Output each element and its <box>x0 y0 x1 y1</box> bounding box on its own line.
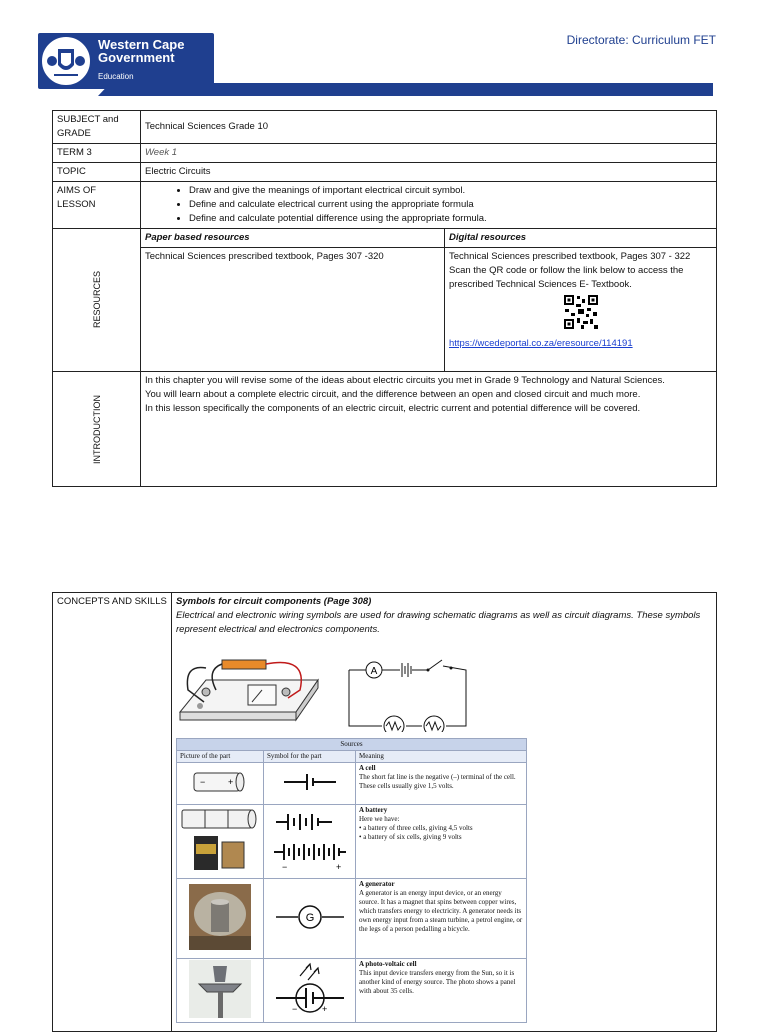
term-label: TERM 3 <box>53 144 141 163</box>
col-symbol-header: Symbol for the part <box>264 751 356 763</box>
generator-text: A generator is an energy input device, or an energy source. It has a magnet that spins between copper wires, which transfers energy to electricity. A generator needs its own energy input from a steam turbine, a petrol engine, or the legs of a person pedalling a bicycle. <box>359 889 523 933</box>
pv-picture <box>177 959 264 1023</box>
battery-image <box>180 806 260 874</box>
aim-item: • Define and calculate potential difference using the appropriate formula. <box>189 212 712 226</box>
generator-meaning <box>356 879 527 959</box>
svg-text:−: − <box>281 862 287 872</box>
circuit-apparatus-image <box>176 650 322 728</box>
pv-symbol-icon <box>264 959 356 1023</box>
coat-of-arms-icon <box>40 35 92 87</box>
pv-panel-image <box>189 960 251 1018</box>
pv-meaning <box>356 959 527 1023</box>
topic-value: Electric Circuits <box>141 163 717 182</box>
sources-symbol-table <box>176 738 527 1023</box>
battery-title: A battery <box>359 806 388 814</box>
digital-text-1: Technical Sciences prescribed textbook, Pages 307 - 322 <box>449 251 691 262</box>
battery-bullet: • a battery of six cells, giving 9 volts <box>359 833 462 841</box>
cell-symbol-icon <box>264 763 356 805</box>
resources-label: RESOURCES <box>91 271 102 329</box>
col-picture-header: Picture of the part <box>177 751 264 763</box>
battery-picture <box>177 805 264 879</box>
battery-bullet: • a battery of three cells, giving 4,5 volts <box>359 824 473 832</box>
directorate-label: Directorate: Curriculum FET <box>566 33 716 47</box>
header-bar <box>98 83 713 96</box>
paper-resources: Technical Sciences prescribed textbook, Pages 307 -320 <box>141 248 445 372</box>
cell-picture <box>177 763 264 805</box>
subject-label: SUBJECT and GRADE <box>53 111 141 144</box>
battery-text: Here we have: <box>359 815 400 823</box>
digital-heading: Digital resources <box>445 229 717 248</box>
svg-text:+: + <box>228 777 234 787</box>
svg-text:+: + <box>321 1004 327 1014</box>
introduction-text <box>141 372 717 487</box>
intro-paragraph: In this chapter you will revise some of the ideas about electric circuits you met in Grade 9 Technology and Natural Sciences. <box>145 375 665 386</box>
circuit-diagram <box>346 656 470 732</box>
battery-symbol-icon <box>264 805 356 879</box>
ammeter-symbol-label: A <box>370 666 378 677</box>
paper-heading: Paper based resources <box>141 229 445 248</box>
logo-line-2: Government <box>98 50 175 65</box>
qr-code-icon[interactable] <box>449 294 712 335</box>
cell-meaning <box>356 763 527 805</box>
pv-title: A photo-voltaic cell <box>359 960 417 968</box>
aim-item: • Draw and give the meanings of important electrical circuit symbol. <box>189 184 712 198</box>
sources-title: Sources <box>177 739 527 751</box>
svg-text:−: − <box>291 1004 297 1014</box>
logo-line-3: Education <box>98 72 134 81</box>
lesson-table <box>52 110 717 487</box>
generator-symbol-letter: G <box>305 912 314 924</box>
digital-text-2: Scan the QR code or follow the link below to access the prescribed Technical Sciences E- Textbook. <box>449 265 684 290</box>
aim-item: • Define and calculate electrical current using the appropriate formula <box>189 198 712 212</box>
cell-title: A cell <box>359 764 376 772</box>
concepts-label: CONCEPTS AND SKILLS <box>53 593 172 1032</box>
subject-value: Technical Sciences Grade 10 <box>141 111 717 144</box>
concepts-heading: Symbols for circuit components (Page 308) <box>176 596 372 607</box>
intro-paragraph: You will learn about a complete electric circuit, and the difference between an open and closed circuit and much more. <box>145 389 641 400</box>
resources-cell <box>53 229 141 372</box>
aims-label: AIMS OF LESSON <box>53 182 141 229</box>
cell-text: The short fat line is the negative (–) terminal of the cell. These cells usually give 1,5 volts. <box>359 773 516 790</box>
introduction-label: INTRODUCTION <box>91 394 102 464</box>
generator-symbol-icon <box>264 879 356 959</box>
cell-image <box>190 767 250 797</box>
generator-picture <box>177 879 264 959</box>
topic-label: TOPIC <box>53 163 141 182</box>
eresource-link[interactable]: https://wcedeportal.co.za/eresource/114191 <box>449 338 633 349</box>
pv-text: This input device transfers energy from the Sun, so it is another kind of energy source. The photo shows a panel with about 35 cells. <box>359 969 516 995</box>
generator-title: A generator <box>359 880 395 888</box>
digital-resources <box>445 248 717 372</box>
generator-image <box>189 884 251 950</box>
introduction-cell <box>53 372 141 487</box>
logo-line-1: Western Cape <box>98 37 185 52</box>
svg-text:+: + <box>335 862 341 872</box>
battery-meaning <box>356 805 527 879</box>
intro-paragraph: In this lesson specifically the components of an electric circuit, electric current and potential difference will be covered. <box>145 403 641 414</box>
term-value: Week 1 <box>141 144 717 163</box>
col-meaning-header: Meaning <box>356 751 527 763</box>
svg-text:−: − <box>200 777 206 787</box>
concepts-text: Electrical and electronic wiring symbols are used for drawing schematic diagrams as well as circuit diagrams. These symbols represent electrical and electronics components. <box>176 610 701 635</box>
aims-list <box>141 182 717 229</box>
